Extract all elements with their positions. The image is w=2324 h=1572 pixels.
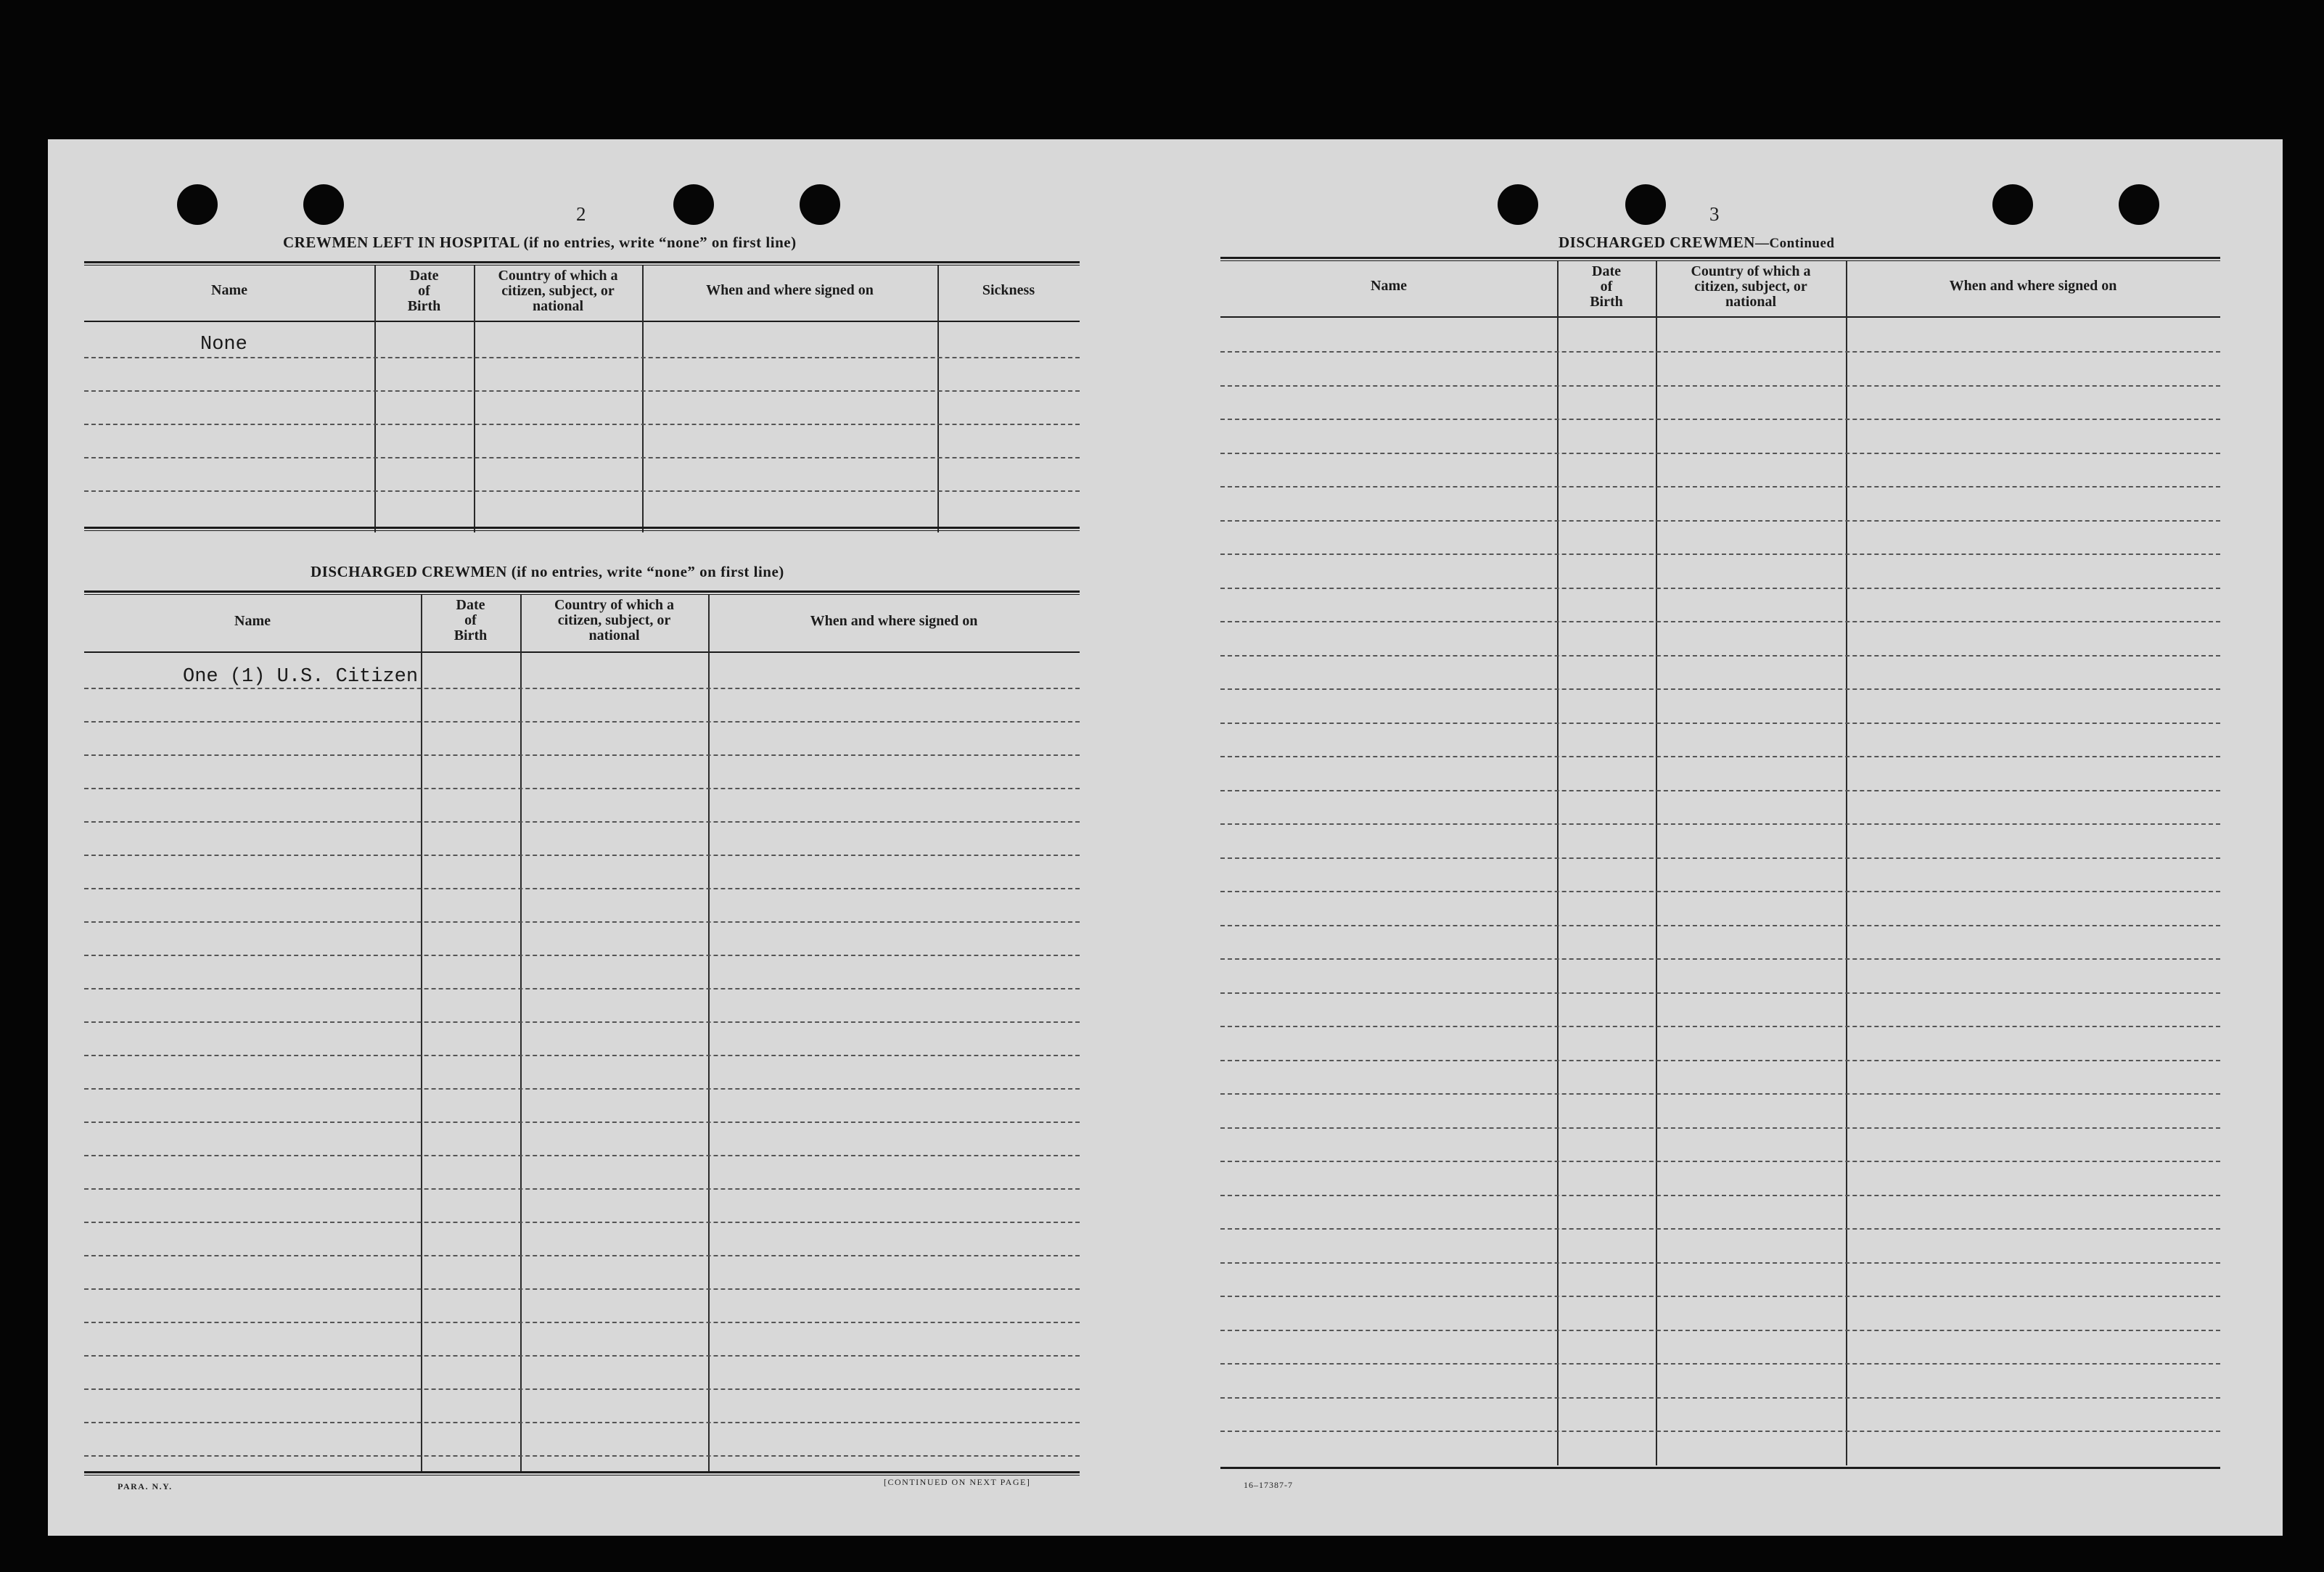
punch-hole xyxy=(1498,184,1538,225)
entry-line xyxy=(84,1455,1080,1457)
entry-line xyxy=(1220,790,2220,791)
col-dob-header xyxy=(421,598,520,643)
col-dob-header xyxy=(1557,264,1656,310)
continued-title-text: DISCHARGED CREWMEN xyxy=(1559,234,1755,251)
entry-line xyxy=(1220,1161,2220,1162)
entry-line xyxy=(1220,588,2220,589)
col-divider xyxy=(642,266,644,532)
discharged-entry: One (1) U.S. Citizen xyxy=(183,666,419,688)
entry-line xyxy=(84,1188,1080,1190)
entry-line xyxy=(84,688,1080,689)
col-name-header: Name xyxy=(211,282,247,298)
entry-line xyxy=(1220,419,2220,420)
entry-line xyxy=(84,1088,1080,1090)
entry-line xyxy=(84,1222,1080,1223)
entry-line xyxy=(1220,520,2220,522)
discharged-table xyxy=(84,590,1080,1483)
entry-line xyxy=(84,921,1080,923)
entry-line xyxy=(1220,688,2220,690)
entry-line xyxy=(84,1322,1080,1323)
entry-line xyxy=(1220,385,2220,387)
col-signed-header: When and where signed on xyxy=(1949,278,2117,294)
hospital-section-title xyxy=(283,234,797,252)
entry-line xyxy=(1220,1296,2220,1297)
table-top-rule xyxy=(84,261,1080,266)
entry-line xyxy=(1220,857,2220,859)
punch-hole xyxy=(303,184,344,225)
entry-line xyxy=(1220,1431,2220,1432)
entry-line xyxy=(84,1255,1080,1256)
col-divider xyxy=(520,595,522,1473)
entry-line xyxy=(84,424,1080,425)
entry-line xyxy=(84,788,1080,789)
entry-line xyxy=(84,1021,1080,1023)
entry-line xyxy=(1220,1093,2220,1095)
entry-line xyxy=(84,1355,1080,1357)
country-line: Country of which a xyxy=(554,597,674,613)
printer-mark: PARA. N.Y. xyxy=(118,1481,173,1491)
table-bottom-rule xyxy=(84,1471,1080,1476)
entry-line xyxy=(84,390,1080,392)
dob-line: Birth xyxy=(453,627,488,643)
hospital-entry: None xyxy=(200,334,247,355)
discharged-title-note: (if no entries, write “none” on first line) xyxy=(511,563,784,580)
entry-line xyxy=(1220,958,2220,960)
col-divider xyxy=(1557,261,1559,1465)
entry-line xyxy=(84,1155,1080,1156)
entry-line xyxy=(1220,992,2220,994)
punch-hole xyxy=(800,184,840,225)
continued-note: [CONTINUED ON NEXT PAGE] xyxy=(884,1477,1031,1487)
hospital-table xyxy=(84,261,1080,537)
entry-line xyxy=(1220,1060,2220,1061)
entry-line xyxy=(84,1388,1080,1390)
entry-line xyxy=(84,754,1080,756)
discharged-title-text: DISCHARGED CREWMEN xyxy=(311,563,507,580)
table-bottom-rule xyxy=(1220,1467,2220,1469)
form-sheet xyxy=(48,139,2283,1536)
col-name-header: Name xyxy=(234,613,271,629)
entry-line xyxy=(84,988,1080,989)
punch-hole xyxy=(2119,184,2159,225)
table-top-rule xyxy=(84,590,1080,595)
dob-line: of xyxy=(418,283,430,299)
country-line: citizen, subject, or xyxy=(557,612,671,628)
dob-line: of xyxy=(1600,279,1613,295)
hospital-title-note: (if no entries, write “none” on first line) xyxy=(523,234,797,251)
country-line: Country of which a xyxy=(498,268,618,284)
col-country-header xyxy=(474,268,642,314)
col-country-header xyxy=(1656,264,1846,310)
entry-line xyxy=(84,357,1080,358)
col-name-header: Name xyxy=(1371,278,1407,294)
dob-line: Date xyxy=(409,268,439,284)
col-divider xyxy=(937,266,939,532)
header-rule xyxy=(84,651,1080,653)
table-bottom-rule xyxy=(84,527,1080,531)
entry-line xyxy=(84,1422,1080,1423)
entry-line xyxy=(1220,486,2220,487)
entry-line xyxy=(1220,1195,2220,1196)
entry-line xyxy=(84,1055,1080,1056)
col-signed-header: When and where signed on xyxy=(810,613,978,629)
entry-line xyxy=(1220,1262,2220,1264)
country-line: citizen, subject, or xyxy=(1694,279,1807,295)
entry-line xyxy=(84,1288,1080,1290)
entry-line xyxy=(84,955,1080,956)
entry-line xyxy=(84,457,1080,458)
page-number-left: 2 xyxy=(576,203,586,225)
entry-line xyxy=(1220,1363,2220,1365)
entry-line xyxy=(1220,621,2220,622)
entry-line xyxy=(1220,891,2220,892)
col-divider xyxy=(421,595,422,1473)
entry-line xyxy=(84,821,1080,823)
entry-line xyxy=(1220,1330,2220,1331)
entry-line xyxy=(1220,655,2220,657)
discharged-continued-table xyxy=(1220,257,2220,1471)
entry-line xyxy=(1220,1127,2220,1129)
entry-line xyxy=(84,721,1080,723)
entry-line xyxy=(1220,823,2220,825)
discharged-section-title xyxy=(311,563,784,581)
dob-line: Birth xyxy=(1590,294,1623,310)
page-number-right: 3 xyxy=(1709,203,1720,225)
entry-line xyxy=(1220,351,2220,353)
col-divider xyxy=(708,595,710,1473)
country-line: national xyxy=(1725,294,1777,310)
dob-line: Birth xyxy=(407,298,441,314)
table-top-rule xyxy=(1220,257,2220,261)
entry-line xyxy=(1220,723,2220,724)
punch-hole xyxy=(673,184,714,225)
entry-line xyxy=(1220,1026,2220,1027)
dob-line: Date xyxy=(1592,263,1621,279)
header-rule xyxy=(84,321,1080,322)
col-country-header xyxy=(520,598,708,643)
country-line: Country of which a xyxy=(1691,263,1811,279)
dob-line: Date xyxy=(456,597,485,613)
col-sickness-header: Sickness xyxy=(982,282,1035,298)
form-number: 16–17387-7 xyxy=(1244,1480,1293,1490)
country-line: citizen, subject, or xyxy=(501,283,615,299)
entry-line xyxy=(84,490,1080,492)
entry-line xyxy=(84,855,1080,856)
entry-line xyxy=(1220,453,2220,454)
entry-line xyxy=(1220,554,2220,555)
col-divider xyxy=(1846,261,1847,1465)
entry-line xyxy=(1220,1397,2220,1399)
header-rule xyxy=(1220,316,2220,318)
continued-section-title xyxy=(1559,234,1834,252)
country-line: national xyxy=(532,298,584,314)
entry-line xyxy=(84,1122,1080,1123)
country-line: national xyxy=(588,627,640,643)
entry-line xyxy=(1220,756,2220,757)
dob-line: of xyxy=(464,612,477,628)
hospital-title-text: CREWMEN LEFT IN HOSPITAL xyxy=(283,234,520,251)
entry-line xyxy=(1220,1228,2220,1230)
continued-title-suffix: —Continued xyxy=(1754,236,1835,251)
entry-line xyxy=(1220,925,2220,926)
entry-line xyxy=(84,888,1080,889)
col-dob-header xyxy=(374,268,474,314)
punch-hole xyxy=(177,184,218,225)
punch-hole xyxy=(1992,184,2033,225)
col-signed-header: When and where signed on xyxy=(706,282,874,298)
punch-hole xyxy=(1625,184,1666,225)
col-divider xyxy=(1656,261,1657,1465)
